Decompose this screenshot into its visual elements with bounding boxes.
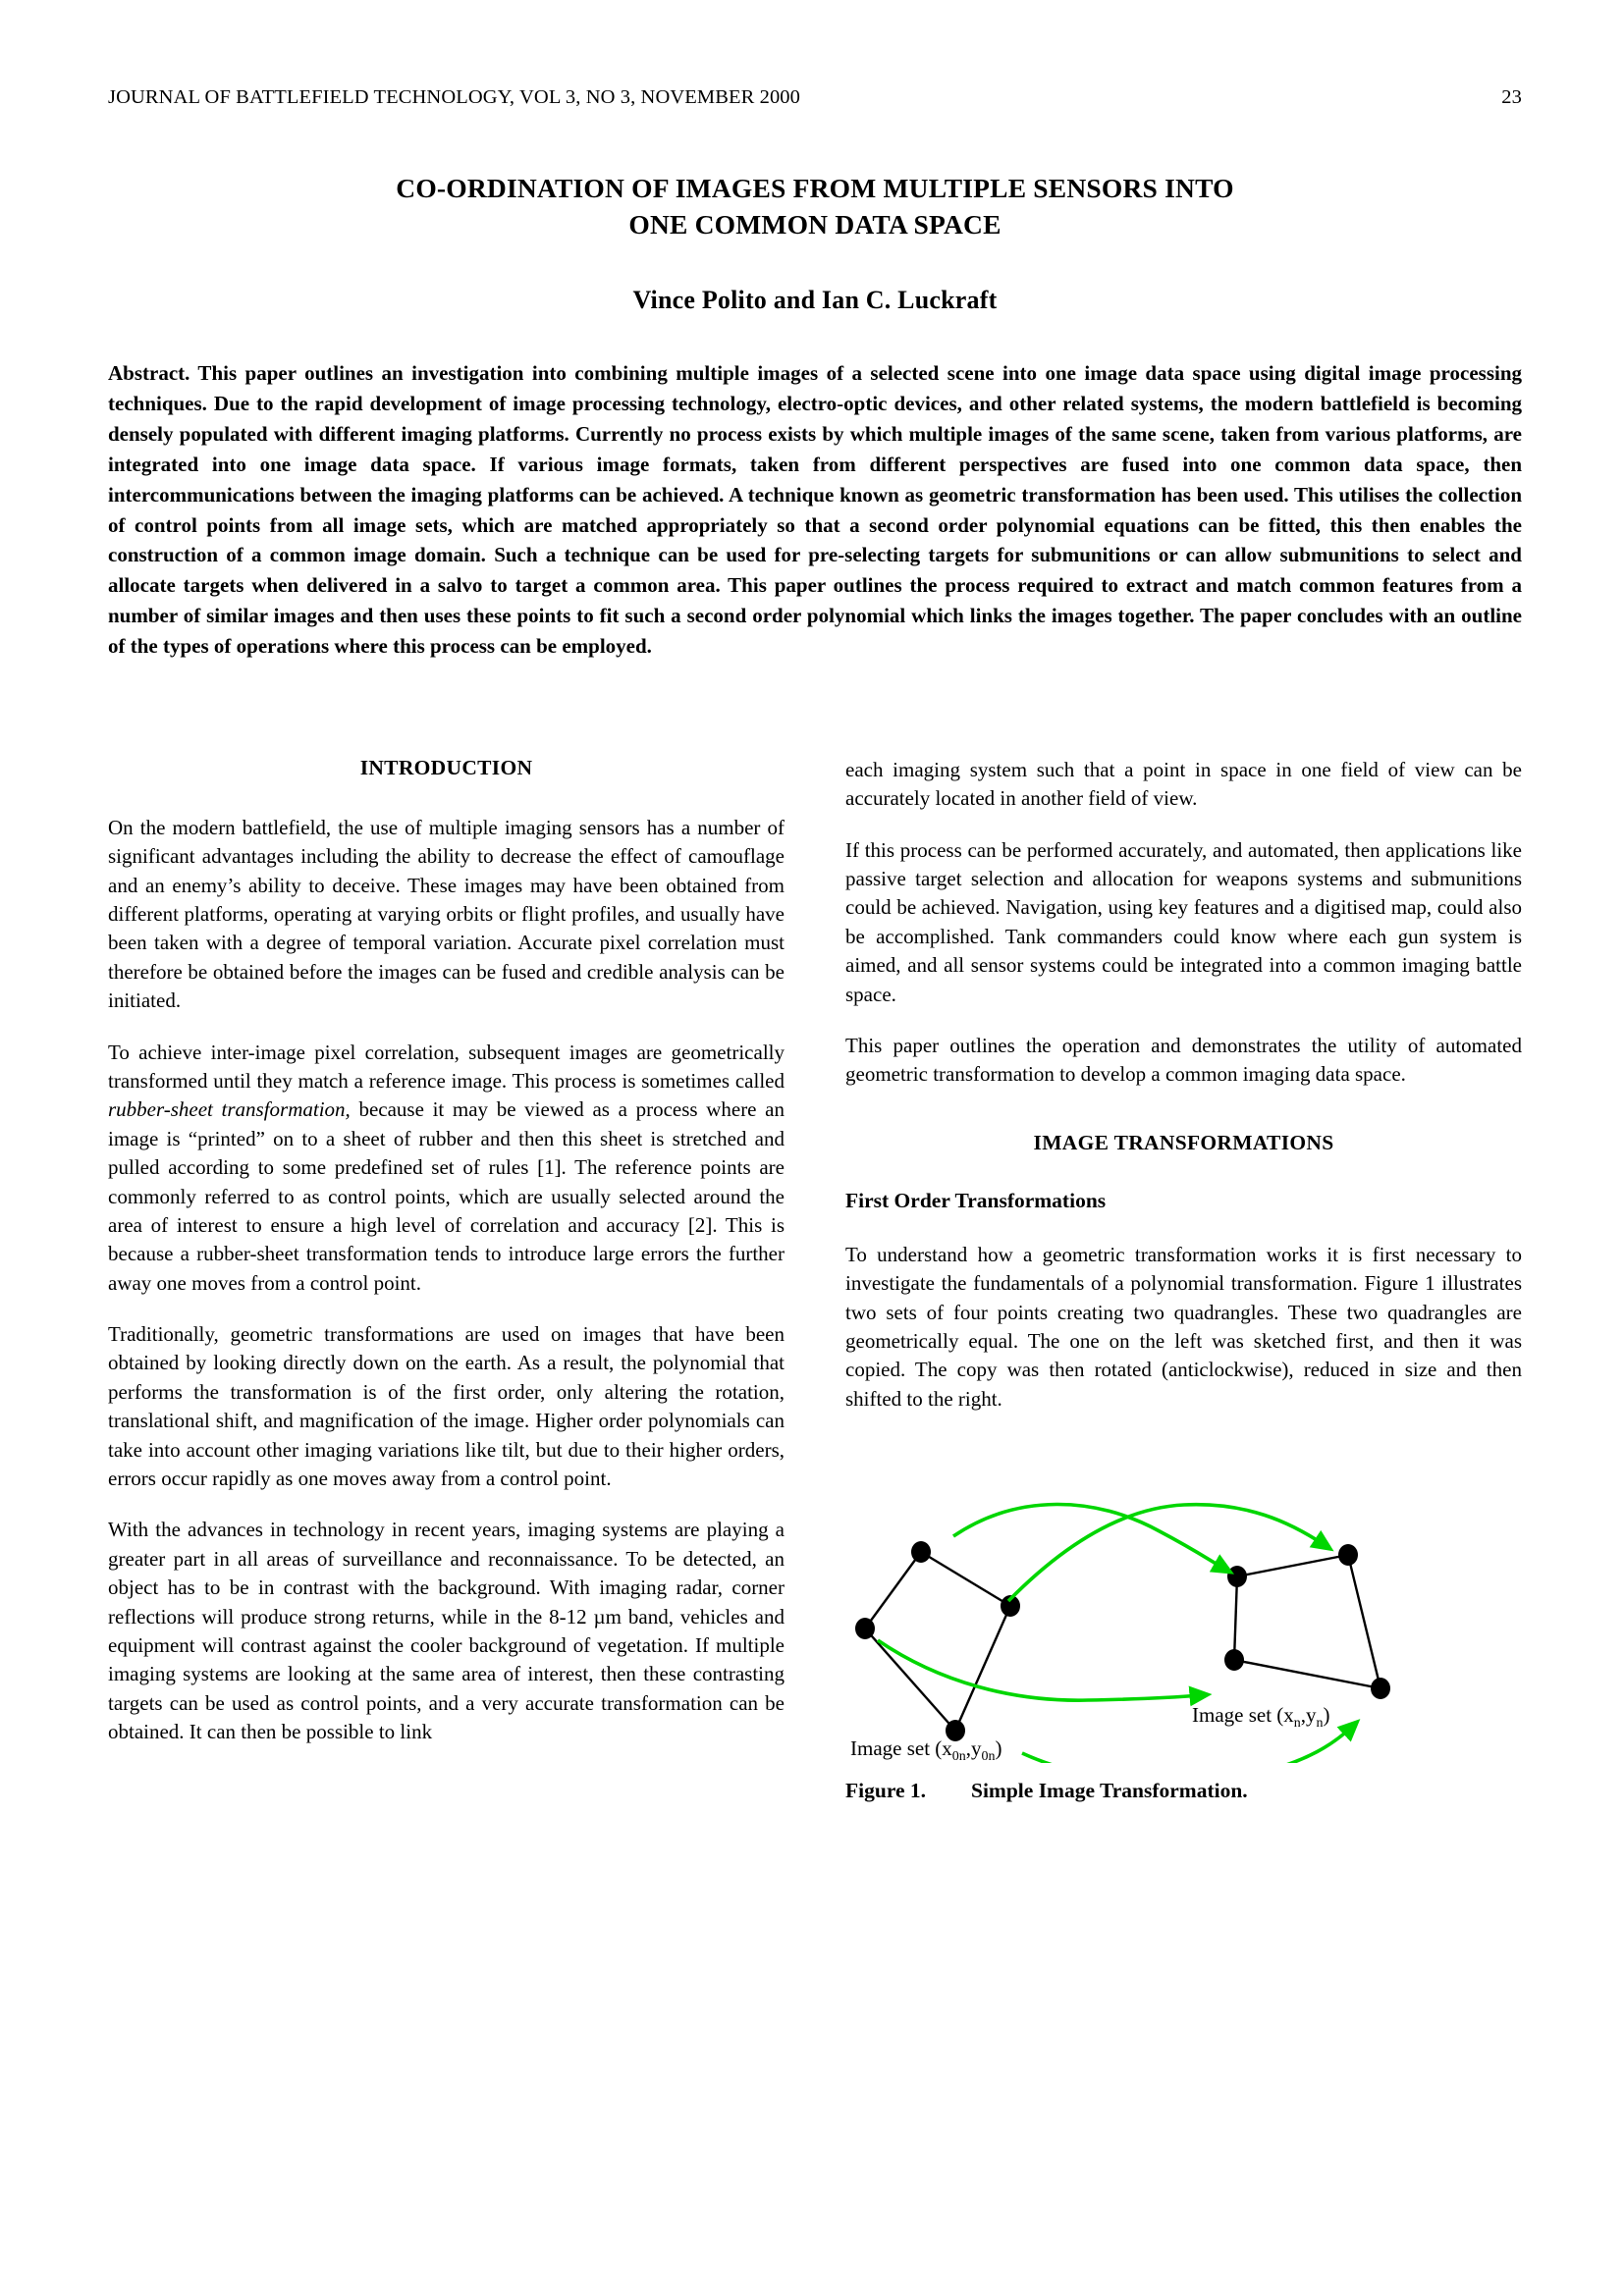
- mapping-arrow-left-to-target: [878, 1640, 1201, 1700]
- paragraph-rubber-sheet: [108, 1039, 785, 1299]
- source-image-set-label: Image set $(x_{0n},y_{0n})$: [850, 1736, 1002, 1764]
- source-edge: [865, 1552, 921, 1629]
- introduction-heading: INTRODUCTION: [359, 755, 533, 779]
- target-control-point: [1338, 1544, 1358, 1566]
- paper-title-line-2: ONE COMMON DATA SPACE: [628, 209, 1001, 240]
- page-number: 23: [1501, 86, 1522, 108]
- paper-title-line-1: CO-ORDINATION OF IMAGES FROM MULTIPLE SENSORS INTO: [396, 173, 1234, 203]
- page-content: [108, 86, 1522, 1803]
- target-edge: [1237, 1555, 1348, 1576]
- target-control-point: [1224, 1649, 1244, 1671]
- figure-1-diagram: [845, 1439, 1522, 1763]
- right-column: [845, 756, 1522, 1803]
- target-quadrangle: [1224, 1544, 1390, 1699]
- figure-1-caption: [845, 1779, 1522, 1803]
- paragraph-text-part-1: To achieve inter-image pixel correlation, subsequent images are geometrically transformed until they match a reference image. This process is sometimes called: [108, 1040, 785, 1093]
- running-head: [108, 86, 1522, 109]
- figure-number: Figure 1.: [845, 1779, 927, 1803]
- paragraph: Traditionally, geometric transformations are used on images that have been obtained by looking directly down on the earth. As a result, the polynomial that performs the transformation is of the first order, only altering the rotation, translational shift, and magnification of the image. Higher order polynomials can take into account other imaging variations like tilt, but due to their higher orders, errors occur rapidly as one moves away from a control point.: [108, 1322, 785, 1491]
- paragraph: each imaging system such that a point in space in one field of view can be accurately located in another field of view.: [845, 757, 1522, 811]
- body-columns: [108, 756, 1522, 1803]
- figure-1: [845, 1439, 1522, 1803]
- left-column: [108, 756, 785, 1747]
- paragraph: This paper outlines the operation and demonstrates the utility of automated geometric transformation to develop a common imaging data space.: [845, 1033, 1522, 1087]
- figure-caption-text: Simple Image Transformation.: [971, 1779, 1248, 1803]
- paragraph-text-part-2: because it may be viewed as a process where an image is “printed” on to a sheet of rubber and then this sheet is stretched and pulled according to some predefined set of rules [1]. The reference points are commonly referred to as control points, which are usually selected around the area of interest to ensure a high level of correlation and accuracy [2]. This is because a rubber-sheet transformation tends to introduce large errors the further away one moves from a control point.: [108, 1097, 785, 1295]
- target-control-point: [1227, 1566, 1247, 1587]
- target-edge: [1348, 1555, 1380, 1688]
- paper-title: [108, 170, 1522, 242]
- source-control-point: [855, 1618, 875, 1639]
- source-edge: [921, 1552, 1010, 1606]
- source-edge: [955, 1606, 1010, 1731]
- italic-term-rubber-sheet-transformation: rubber-sheet transformation,: [108, 1097, 351, 1122]
- target-edge: [1234, 1660, 1380, 1688]
- source-control-point: [911, 1541, 931, 1563]
- mapping-arrow-bottom-to-label: [1022, 1727, 1352, 1763]
- target-image-set-label: Image set $(x_n,y_n)$: [1192, 1703, 1330, 1732]
- paragraph: On the modern battlefield, the use of multiple imaging sensors has a number of significant advantages including the ability to decrease the effect of camouflage and an enemy’s ability to deceive. These images may have been obtained from different platforms, operating at varying orbits or flight profiles, and usually have been taken with a degree of temporal variation. Accurate pixel correlation must therefore be obtained before the images can be fused and credible analysis can be initiated.: [108, 815, 785, 1013]
- journal-title: JOURNAL OF BATTLEFIELD TECHNOLOGY, VOL 3, NO 3, NOVEMBER 2000: [108, 86, 801, 108]
- author-list: Vince Polito and Ian C. Luckraft: [632, 286, 998, 315]
- image-transformations-heading: IMAGE TRANSFORMATIONS: [1033, 1130, 1334, 1154]
- paragraph: With the advances in technology in recent years, imaging systems are playing a greater part in all areas of surveillance and reconnaissance. To be detected, an object has to be in contrast with the background. With imaging radar, corner reflections will produce strong returns, while in the 8-12 µm band, vehicles and equipment will contrast against the cooler background of vegetation. If multiple imaging systems are looking at the same area of interest, then these contrasting targets can be used as control points, and a very accurate transformation can be obtained. It can then be possible to link: [108, 1518, 785, 1744]
- source-edge: [865, 1629, 955, 1731]
- paragraph: To understand how a geometric transformation works it is first necessary to investigate the fundamentals of a polynomial transformation. Figure 1 illustrates two sets of four points creating two quadrangles. These two quadrangles are geometrically equal. The one on the left was sketched first, and then it was copied. The copy was then rotated (anticlockwise), reduced in size and then shifted to the right.: [845, 1242, 1522, 1411]
- target-edge: [1234, 1576, 1237, 1660]
- target-control-point: [1371, 1678, 1390, 1699]
- abstract: Abstract. This paper outlines an investigation into combining multiple images of a selected scene into one image data space using digital image processing techniques. Due to the rapid development of image processing technology, electro-optic devices, and other related systems, the modern battlefield is becoming densely populated with different imaging platforms. Currently no process exists by which multiple images of the same scene, taken from various platforms, are integrated into one image data space. If various image formats, taken from different perspectives are fused into one common data space, then intercommunications between the imaging platforms can be achieved. A technique known as geometric transformation has been used. This utilises the collection of control points from all image sets, which are matched appropriately so that a second order polynomial equations can be fitted, this then enables the construction of a common image domain. Such a technique can be used for pre-selecting targets for submunitions or can allow submunitions to select and allocate targets when delivered in a salvo to target a common area. This paper outlines the process required to extract and match common features from a number of similar images and then uses these points to fit such a second order polynomial which links the images together. The paper concludes with an outline of the types of operations where this process can be employed.: [108, 361, 1522, 658]
- mapping-arrow-second-to-target: [1008, 1505, 1325, 1601]
- first-order-transformations-subheading: First Order Transformations: [845, 1188, 1107, 1212]
- paragraph: If this process can be performed accurately, and automated, then applications like passive target selection and allocation for weapons systems and submunitions could be achieved. Navigation, using key features and a digitised map, could also be accomplished. Tank commanders could know where each gun system is aimed, and all sensor systems could be integrated into a common imaging battle space.: [845, 837, 1522, 1006]
